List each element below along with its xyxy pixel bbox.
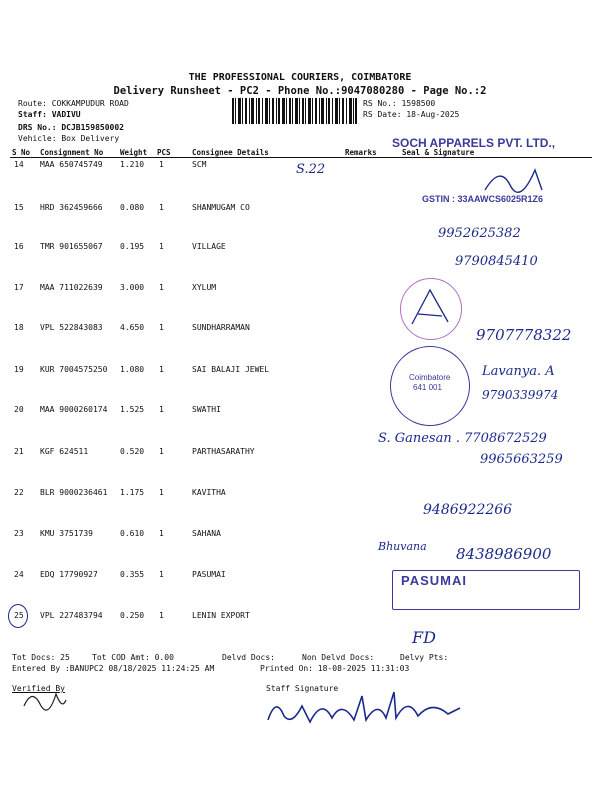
row-sno: 23: [14, 529, 24, 538]
row-consignment-no: VPL 227483794: [40, 611, 103, 620]
hw-row21-name: S. Ganesan . 7708672529: [378, 431, 547, 446]
row-sno: 24: [14, 570, 24, 579]
row-consignee: SCM: [192, 160, 207, 169]
hw-row23-name: Bhuvana: [378, 540, 427, 553]
row-weight: 0.195: [120, 242, 145, 251]
hw-row19-phone: 9790339974: [482, 388, 559, 402]
non-delivered-docs: Non Delvd Docs:: [302, 653, 375, 662]
row-pcs: 1: [159, 283, 164, 292]
vehicle-label: Vehicle: Box Delivery: [18, 134, 120, 143]
rs-date: RS Date: 18-Aug-2025: [363, 110, 460, 119]
stamp-company-name: SOCH APPARELS PVT. LTD.,: [392, 136, 556, 150]
row-pcs: 1: [159, 323, 164, 332]
col-weight: Weight: [120, 148, 148, 157]
staff-label: Staff: VADIVU: [18, 110, 81, 119]
table-row: [0, 611, 600, 625]
row-consignment-no: BLR 9000236461: [40, 488, 108, 497]
signature-mark: [480, 160, 550, 200]
row-consignee: SAHANA: [192, 529, 221, 538]
col-pcs: PCS: [157, 148, 171, 157]
row-consignee: VILLAGE: [192, 242, 226, 251]
row-weight: 1.175: [120, 488, 145, 497]
staff-signature: [262, 686, 472, 734]
hw-row16: 9952625382: [438, 226, 521, 241]
row-sno: 22: [14, 488, 24, 497]
verifier-signature: [20, 686, 70, 716]
row-consignment-no: MAA 711022639: [40, 283, 103, 292]
printed-on: Printed On: 18-08-2025 11:31:03: [260, 664, 410, 673]
row-pcs: 1: [159, 160, 164, 169]
delivery-points: Delvy Pts:: [400, 653, 449, 662]
rs-number: RS No.: 1598500: [363, 99, 436, 108]
hw-row22: 9486922266: [423, 502, 513, 518]
staff-signature-label: Staff Signature: [266, 684, 339, 693]
row-weight: 0.520: [120, 447, 145, 456]
row-consignee: LENIN EXPORT: [192, 611, 250, 620]
delivered-docs: Delvd Docs:: [222, 653, 275, 662]
table-row: [0, 529, 600, 543]
row-weight: 1.210: [120, 160, 145, 169]
barcode: [232, 98, 357, 124]
row-sno: 14: [14, 160, 24, 169]
total-cod: Tot COD Amt: 0.00: [92, 653, 174, 662]
company-title: THE PROFESSIONAL COURIERS, COIMBATORE: [188, 72, 412, 83]
row-consignment-no: KMU 3751739: [40, 529, 93, 538]
row-pcs: 1: [159, 529, 164, 538]
circle-mark: [8, 604, 28, 628]
row-sno: 20: [14, 405, 24, 414]
row-sno: 15: [14, 203, 24, 212]
row-pcs: 1: [159, 570, 164, 579]
total-docs: Tot Docs: 25: [12, 653, 70, 662]
hw-row19-name: Lavanya. A: [482, 364, 555, 379]
seal-signature-icon: [408, 286, 454, 330]
hw-row18: 9707778322: [476, 326, 572, 344]
route-label: Route: COKKAMPUDUR ROAD: [18, 99, 129, 108]
row-consignment-no: HRD 362459666: [40, 203, 103, 212]
row-consignee: XYLUM: [192, 283, 217, 292]
pasumai-stamp-text: PASUMAI: [401, 573, 467, 588]
col-consignee: Consignee Details: [192, 148, 269, 157]
row-weight: 0.080: [120, 203, 145, 212]
runsheet-subtitle: Delivery Runsheet - PC2 - Phone No.:9047080280 - Page No.:2: [113, 85, 487, 97]
row-pcs: 1: [159, 365, 164, 374]
stamp-gstin: GSTIN : 33AAWCS6025R1Z6: [422, 194, 544, 204]
pasumai-stamp: [392, 570, 580, 610]
row-consignment-no: EDQ 17790927: [40, 570, 98, 579]
row-sno: 18: [14, 323, 24, 332]
col-consignment: Consignment No: [40, 148, 104, 157]
row-pcs: 1: [159, 203, 164, 212]
seal-city: Coimbatore: [409, 373, 451, 382]
entered-by: Entered By :BANUPC2 08/18/2025 11:24:25 AM: [12, 664, 215, 673]
hw-row23: 8438986900: [456, 545, 552, 563]
sai-balaji-seal: [390, 346, 470, 426]
row-consignee: PASUMAI: [192, 570, 226, 579]
hw-row14: S.22: [296, 162, 326, 177]
seal-pin: 641 001: [413, 383, 442, 392]
drs-label: DRS No.: DCJB159850002: [18, 123, 124, 132]
table-row: [0, 283, 600, 297]
row-sno: 19: [14, 365, 24, 374]
row-weight: 1.080: [120, 365, 145, 374]
hw-row17: 9790845410: [455, 254, 538, 269]
row-weight: 3.000: [120, 283, 145, 292]
row-consignment-no: VPL 522843083: [40, 323, 103, 332]
hw-row25: FD: [412, 628, 436, 647]
row-weight: 0.250: [120, 611, 145, 620]
row-pcs: 1: [159, 242, 164, 251]
col-remarks: Remarks: [345, 148, 377, 157]
row-consignee: SHANMUGAM CO: [192, 203, 250, 212]
row-weight: 1.525: [120, 405, 145, 414]
row-weight: 4.650: [120, 323, 145, 332]
row-weight: 0.355: [120, 570, 145, 579]
row-pcs: 1: [159, 611, 164, 620]
row-pcs: 1: [159, 447, 164, 456]
hw-row21-phone: 9965663259: [480, 452, 563, 467]
verified-by-label: Verified By: [12, 684, 65, 693]
row-consignment-no: MAA 650745749: [40, 160, 103, 169]
row-consignee: PARTHASARATHY: [192, 447, 255, 456]
row-consignment-no: MAA 9000260174: [40, 405, 108, 414]
row-consignee: SUNDHARRAMAN: [192, 323, 250, 332]
row-sno: 21: [14, 447, 24, 456]
col-sno: S No: [12, 148, 31, 157]
row-consignee: SAI BALAJI JEWEL: [192, 365, 270, 374]
table-row: [0, 405, 600, 419]
row-consignee: SWATHI: [192, 405, 221, 414]
row-sno: 16: [14, 242, 24, 251]
row-consignee: KAVITHA: [192, 488, 226, 497]
table-row: [0, 488, 600, 502]
row-sno: 17: [14, 283, 24, 292]
col-seal-signature: Seal & Signature: [402, 148, 475, 157]
row-consignment-no: TMR 901655067: [40, 242, 103, 251]
row-sno: 25: [14, 611, 24, 620]
row-consignment-no: KUR 7004575250: [40, 365, 108, 374]
row-pcs: 1: [159, 488, 164, 497]
row-weight: 0.610: [120, 529, 145, 538]
row-pcs: 1: [159, 405, 164, 414]
row-consignment-no: KGF 624511: [40, 447, 89, 456]
